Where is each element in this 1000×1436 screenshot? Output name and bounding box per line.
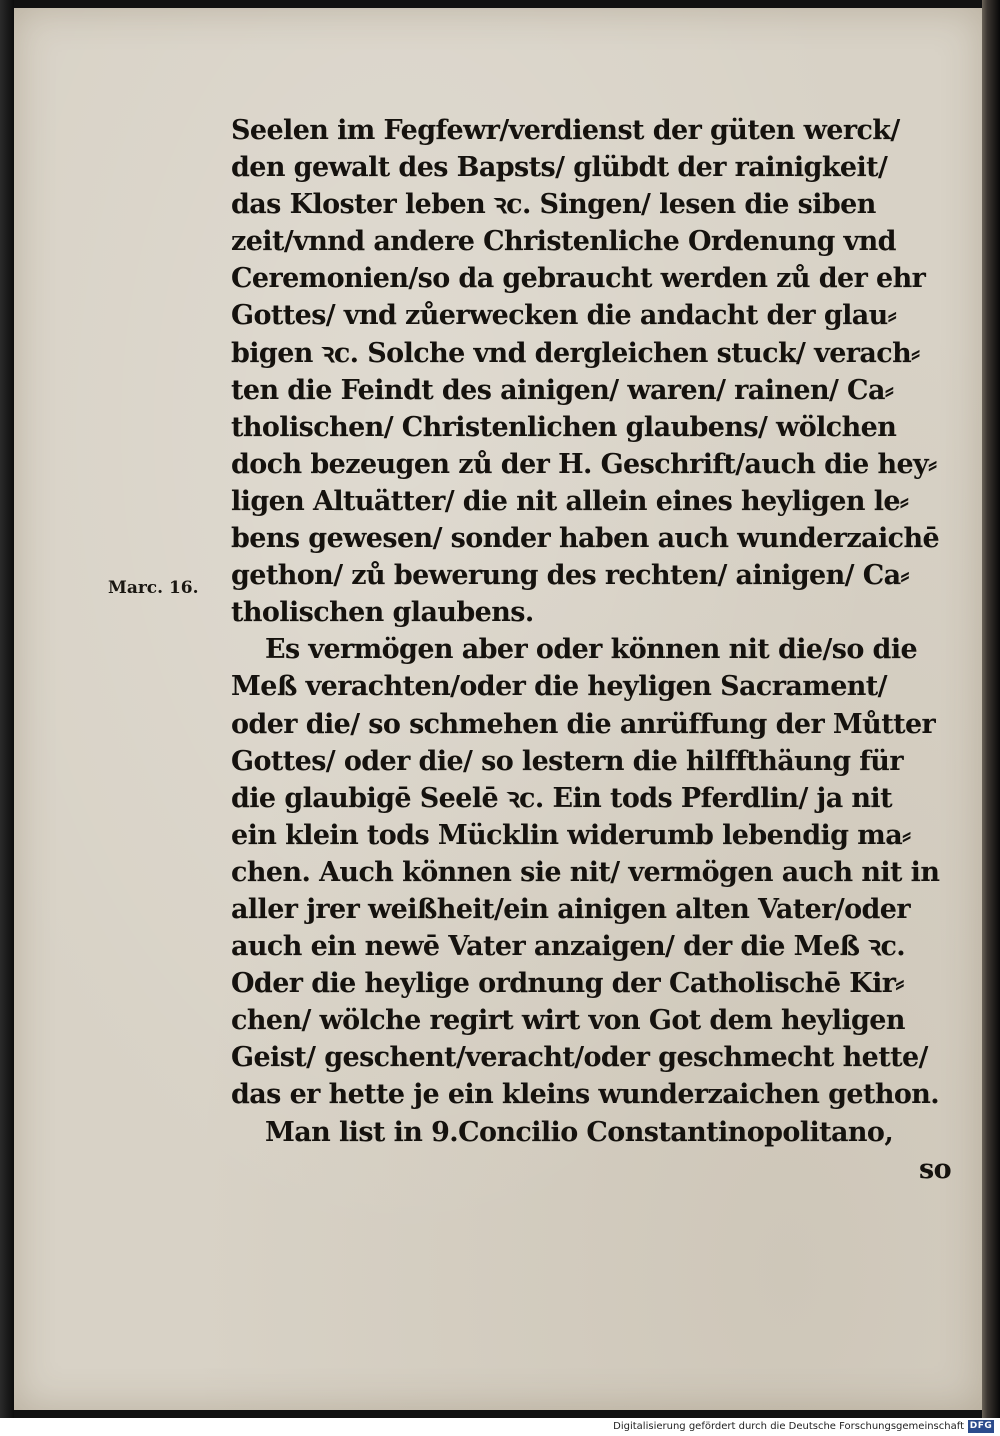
text-line: Man list in 9.Concilio Constantinopolitano, xyxy=(265,1116,894,1148)
text-line: den gewalt des Bapsts/ glübdt der rainigkeit/ xyxy=(231,152,888,184)
book-gutter xyxy=(982,0,1000,1418)
text-line: auch ein newē Vater anzaigen/ der die Meß ꝛc. xyxy=(231,931,906,963)
text-line: zeit/vnnd andere Christenliche Ordenung vnd xyxy=(231,226,896,258)
text-line: die glaubigē Seelē ꝛc. Ein tods Pferdlin/ ja nit xyxy=(231,782,892,814)
text-line: tholischen glaubens. xyxy=(231,597,534,629)
body-text xyxy=(231,112,961,1188)
text-line: Gottes/ vnd zůerwecken die andacht der glau⸗ xyxy=(231,300,897,332)
text-line: das er hette je ein kleins wunderzaichen gethon. xyxy=(231,1079,940,1111)
text-line: chen. Auch können sie nit/ vermögen auch nit in xyxy=(231,856,940,888)
text-line: Seelen im Fegfewr/verdienst der güten werck/ xyxy=(231,115,900,146)
text-line: Geist/ geschent/veracht/oder geschmecht hette/ xyxy=(231,1042,928,1074)
text-line: ein klein tods Mücklin widerumb lebendig ma⸗ xyxy=(231,819,911,851)
text-line: Oder die heylige ordnung der Catholischē Kir⸗ xyxy=(231,968,904,1000)
text-line: Meß verachten/oder die heyligen Sacrament/ xyxy=(231,671,887,703)
dfg-logo-icon: DFG xyxy=(969,1421,993,1431)
text-line: Es vermögen aber oder können nit die/so die xyxy=(265,634,918,666)
text-line: aller jrer weißheit/ein ainigen alten Vater/oder xyxy=(231,893,911,925)
catchword: so xyxy=(918,1153,951,1185)
marginal-note: Marc. 16. xyxy=(108,578,199,598)
text-line: doch bezeugen zů der H. Geschrift/auch die hey⸗ xyxy=(231,448,937,480)
text-line: bens gewesen/ sonder haben auch wunderzaichē xyxy=(231,523,940,555)
text-line: oder die/ so schmehen die anrüffung der Můtter xyxy=(231,708,936,740)
text-line: das Kloster leben ꝛc. Singen/ lesen die siben xyxy=(231,189,876,221)
text-line: Gottes/ oder die/ so lestern die hilffthäung für xyxy=(231,745,903,777)
text-line: ten die Feindt des ainigen/ waren/ rainen/ Ca⸗ xyxy=(231,374,894,406)
text-line: bigen ꝛc. Solche vnd dergleichen stuck/ verach⸗ xyxy=(231,337,920,369)
text-line: chen/ wölche regirt wirt von Got dem heyligen xyxy=(231,1005,905,1037)
text-line: Ceremonien/so da gebraucht werden zů der ehr xyxy=(231,263,926,295)
text-line: gethon/ zů bewerung des rechten/ ainigen/ Ca⸗ xyxy=(231,560,909,592)
text-line: tholischen/ Christenlichen glaubens/ wölchen xyxy=(231,411,897,443)
scan-left-edge xyxy=(0,0,14,1418)
text-line: ligen Altuätter/ die nit allein eines heyligen le⸗ xyxy=(231,485,909,517)
funding-credit: Digitalisierung gefördert durch die Deutsche Forschungsgemeinschaft xyxy=(613,1421,964,1432)
